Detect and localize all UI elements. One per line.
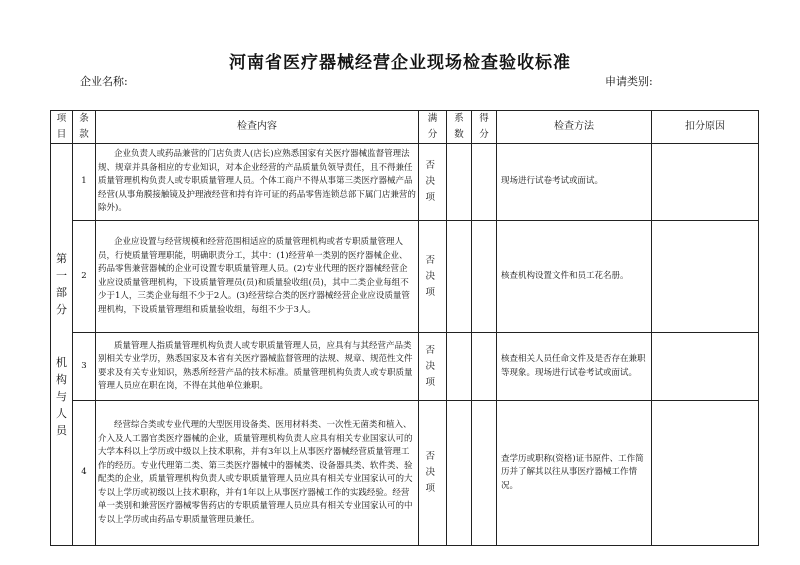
reason-cell bbox=[652, 401, 759, 546]
reason-cell bbox=[652, 221, 759, 333]
score-cell bbox=[472, 401, 497, 546]
clause-no: 3 bbox=[73, 333, 96, 401]
section-name: 机构与人员 bbox=[56, 356, 67, 437]
table-row bbox=[51, 333, 759, 401]
check-method: 核查机构设置文件和员工花名册。 bbox=[497, 221, 652, 333]
table-row bbox=[51, 401, 759, 546]
check-method: 查学历或职称(资格)证书原件、工作简历并了解其以往从事医疗器械工作情况。 bbox=[497, 401, 652, 546]
header-method: 检查方法 bbox=[497, 111, 652, 144]
reason-cell bbox=[652, 144, 759, 221]
check-method: 现场进行试卷考试或面试。 bbox=[497, 144, 652, 221]
apply-category-label: 申请类别: bbox=[605, 75, 653, 88]
header-full: 满分 bbox=[419, 111, 447, 144]
check-content: 质量管理人指质量管理机构负责人或专职质量管理人员，应具有与其经营产品类别相关专业学历，熟悉国家及本省有关医疗器械监督管理的法规、规章、规范性文件要求及有关专业知识，熟悉所经营产品的技术标准。质量管理机构负责人或专职质量管理人员应在职在岗，不得在其他单位兼职。 bbox=[96, 333, 419, 401]
score-cell bbox=[472, 221, 497, 333]
check-content: 企业应设置与经营规模和经营范围相适应的质量管理机构或者专职质量管理人员，行使质量管理职能，明确职责分工，其中：(1)经营单一类别的医疗器械企业、药品零售兼营器械的企业可设置专职质量管理人员。(2)专业代理的医疗器械经营企业应设质量管理机构，下设质量管理员(员)和质量验收组(员)，其中二类企业每组不少于1人，三类企业每组不少于2人。(3)经营综合类的医疗器械经营企业应设质量管理机构，下设质量管理组和质量验收组，每组不少于3人。 bbox=[96, 221, 419, 333]
check-method: 核查相关人员任命文件及是否存在兼职等现象。现场进行试卷考试或面试。 bbox=[497, 333, 652, 401]
full-score: 否决项 bbox=[419, 401, 447, 546]
header-row bbox=[51, 111, 759, 144]
header-item: 项目 bbox=[51, 111, 73, 144]
company-name-label: 企业名称: bbox=[80, 75, 128, 88]
coef-cell bbox=[447, 333, 472, 401]
section-part: 第一部分 bbox=[56, 252, 67, 316]
page-title: 河南省医疗器械经营企业现场检查验收标准 bbox=[229, 53, 571, 73]
header-coef: 系数 bbox=[447, 111, 472, 144]
full-score: 否决项 bbox=[419, 144, 447, 221]
coef-cell bbox=[447, 401, 472, 546]
clause-no: 1 bbox=[73, 144, 96, 221]
header-reason: 扣分原因 bbox=[652, 111, 759, 144]
check-content: 经营综合类或专业代理的大型医用设备类、医用材料类、一次性无菌类和植入、介入及人工器官类医疗器械的企业，质量管理机构负责人应具有相关专业国家认可的大学本科以上学历或中级以上技术职称，并有3年以上从事医疗器械经营质量管理工作的经历。专业代理第二类、第三类医疗器械中的器械类、设备器具类、软件类、验配类的企业，质量管理机构负责人或专职质量管理人员应具有相关专业国家认可的大专以上学历或初级以上技术职称，并有1年以上从事医疗器械工作的实践经验。经营单一类别和兼营医疗器械零售药店的专职质量管理人员应具有相关专业国家认可的中专以上学历或由药品专职质量管理员兼任。 bbox=[96, 401, 419, 546]
clause-no: 4 bbox=[73, 401, 96, 546]
coef-cell bbox=[447, 144, 472, 221]
table-row bbox=[51, 144, 759, 221]
header-content: 检查内容 bbox=[96, 111, 419, 144]
header-clause: 条款 bbox=[73, 111, 96, 144]
coef-cell bbox=[447, 221, 472, 333]
reason-cell bbox=[652, 333, 759, 401]
score-cell bbox=[472, 144, 497, 221]
header-score: 得分 bbox=[472, 111, 497, 144]
check-content: 企业负责人或药品兼营的门店负责人(店长)应熟悉国家有关医疗器械监督管理法规、规章并具备相应的专业知识，对本企业经营的产品质量负领导责任，且不得兼任质量管理机构负责人或专职质量管理人员。个体工商户不得从事第三类医疗器械产品经营(从事角膜接触镜及护理液经营和持有许可证的药品零售连锁总部下属门店兼营的除外)。 bbox=[96, 144, 419, 221]
clause-no: 2 bbox=[73, 221, 96, 333]
score-cell bbox=[472, 333, 497, 401]
inspection-table bbox=[50, 110, 759, 546]
section-cell bbox=[51, 144, 73, 546]
table-row bbox=[51, 221, 759, 333]
full-score: 否决项 bbox=[419, 221, 447, 333]
full-score: 否决项 bbox=[419, 333, 447, 401]
